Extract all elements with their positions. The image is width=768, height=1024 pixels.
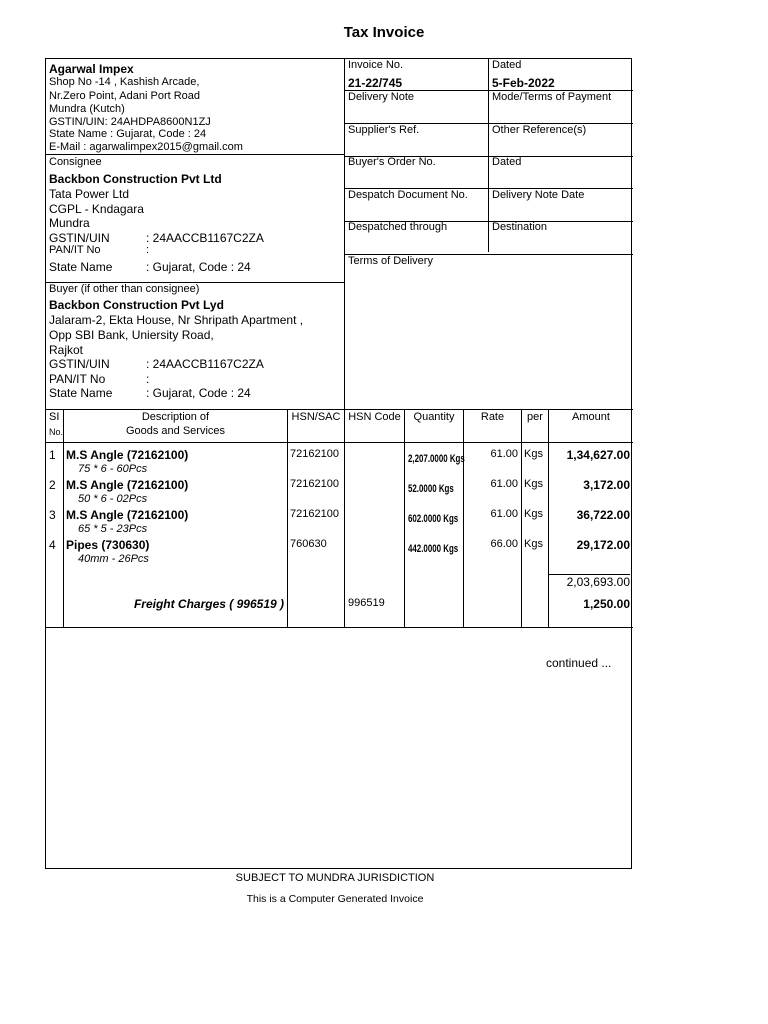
item-amount: 1,34,627.00 <box>566 448 630 462</box>
item-qty: 52.0000 Kgs <box>408 483 454 495</box>
item-qty: 602.0000 Kgs <box>408 513 459 525</box>
destination-label: Destination <box>492 221 548 233</box>
seller-email: E-Mail : agarwalimpex2015@gmail.com <box>49 141 243 153</box>
continued-text: continued ... <box>546 656 612 670</box>
buyer-heading: Buyer (if other than consignee) <box>49 283 200 295</box>
buyer-gstin-label: GSTIN/UIN <box>49 357 110 371</box>
header-amount: Amount <box>572 411 610 423</box>
item-name: M.S Angle (72162100) <box>66 508 189 522</box>
item-hsn: 72162100 <box>290 478 339 490</box>
item-name: M.S Angle (72162100) <box>66 448 189 462</box>
header-per: per <box>527 411 543 423</box>
item-sub: 40mm - 26Pcs <box>78 553 149 565</box>
dated-label: Dated <box>492 59 522 71</box>
invoice-date: 5-Feb-2022 <box>492 76 555 90</box>
delivery-note-date-label: Delivery Note Date <box>492 189 585 201</box>
buyer-gstin-value: : 24AACCB1167C2ZA <box>146 357 264 371</box>
order-dated-label: Dated <box>492 156 522 168</box>
item-sl: 4 <box>49 538 56 552</box>
supplier-ref-label: Supplier's Ref. <box>348 124 420 136</box>
buyer-name: Backbon Construction Pvt Lyd <box>49 298 224 312</box>
invoice-no-label: Invoice No. <box>348 59 404 71</box>
item-amount: 29,172.00 <box>576 538 630 552</box>
consignee-heading: Consignee <box>49 156 102 168</box>
seller-address-line: Mundra (Kutch) <box>49 103 125 115</box>
computer-generated-text: This is a Computer Generated Invoice <box>246 893 424 905</box>
buyer-address-line: Jalaram-2, Ekta House, Nr Shripath Apartment , <box>49 313 304 327</box>
buyer-state-value: : Gujarat, Code : 24 <box>146 386 251 400</box>
buyer-address-line: Opp SBI Bank, Uniersity Road, <box>49 328 214 342</box>
header-sl: SI <box>49 411 60 423</box>
item-qty: 2,207.0000 Kgs <box>408 453 465 465</box>
subtotal-amount: 2,03,693.00 <box>566 575 630 589</box>
buyer-pan-label: PAN/IT No <box>49 372 106 386</box>
item-rate: 66.00 <box>490 538 518 550</box>
item-sl: 3 <box>49 508 56 522</box>
consignee-state-label: State Name <box>49 260 113 274</box>
consignee-address-line: Tata Power Ltd <box>49 187 130 201</box>
consignee-pan-value: : <box>146 244 150 256</box>
seller-address-line: Nr.Zero Point, Adani Port Road <box>49 90 201 102</box>
item-rate: 61.00 <box>490 478 518 490</box>
item-per: Kgs <box>524 538 543 550</box>
seller-address-line: Shop No -14 , Kashish Arcade, <box>49 76 200 88</box>
item-rate: 61.00 <box>490 508 518 520</box>
item-hsn: 760630 <box>290 538 327 550</box>
despatch-doc-label: Despatch Document No. <box>348 189 468 201</box>
buyer-pan-value: : <box>146 372 150 386</box>
header-description: Description of <box>141 411 210 423</box>
item-sub: 65 * 5 - 23Pcs <box>78 523 148 535</box>
freight-label: Freight Charges ( 996519 ) <box>133 597 284 611</box>
invoice-no: 21-22/745 <box>348 76 403 90</box>
consignee-gstin-value: : 24AACCB1167C2ZA <box>146 231 264 245</box>
item-name: M.S Angle (72162100) <box>66 478 189 492</box>
header-quantity: Quantity <box>413 411 455 423</box>
item-sl: 1 <box>49 448 56 462</box>
item-per: Kgs <box>524 508 543 520</box>
header-sl-no: No. <box>49 427 64 437</box>
item-sub: 75 * 6 - 60Pcs <box>78 463 148 475</box>
item-hsn: 72162100 <box>290 448 339 460</box>
header-description-2: Goods and Services <box>125 425 226 437</box>
invoice-frame <box>45 58 632 869</box>
freight-hsn-code: 996519 <box>348 597 385 609</box>
buyer-address-line: Rajkot <box>49 343 84 357</box>
item-sub: 50 * 6 - 02Pcs <box>78 493 148 505</box>
buyer-order-label: Buyer's Order No. <box>348 156 436 168</box>
item-sl: 2 <box>49 478 56 492</box>
item-amount: 3,172.00 <box>583 478 630 492</box>
item-hsn: 72162100 <box>290 508 339 520</box>
invoice-title: Tax Invoice <box>343 24 425 41</box>
item-name: Pipes (730630) <box>66 538 150 552</box>
buyer-state-label: State Name <box>49 386 113 400</box>
terms-delivery-label: Terms of Delivery <box>348 255 433 267</box>
despatched-through-label: Despatched through <box>348 221 448 233</box>
other-ref-label: Other Reference(s) <box>492 124 587 136</box>
mode-terms-label: Mode/Terms of Payment <box>492 91 612 103</box>
freight-amount: 1,250.00 <box>583 597 630 611</box>
item-per: Kgs <box>524 448 543 460</box>
jurisdiction-text: SUBJECT TO MUNDRA JURISDICTION <box>235 872 435 884</box>
seller-gstin: GSTIN/UIN: 24AHDPA8600N1ZJ <box>49 116 211 128</box>
delivery-note-label: Delivery Note <box>348 91 415 103</box>
item-qty: 442.0000 Kgs <box>408 543 459 555</box>
item-rate: 61.00 <box>490 448 518 460</box>
header-rate: Rate <box>480 411 505 423</box>
consignee-address-line: CGPL - Kndagara <box>49 202 144 216</box>
consignee-pan-label: PAN/IT No <box>49 244 101 256</box>
header-hsn-code: HSN Code <box>348 411 401 423</box>
item-per: Kgs <box>524 478 543 490</box>
consignee-name: Backbon Construction Pvt Ltd <box>49 172 222 186</box>
consignee-address-line: Mundra <box>49 216 90 230</box>
seller-name: Agarwal Impex <box>49 62 134 76</box>
consignee-gstin-label: GSTIN/UIN <box>49 231 110 245</box>
seller-state: State Name : Gujarat, Code : 24 <box>49 128 207 140</box>
item-amount: 36,722.00 <box>576 508 630 522</box>
header-hsn-sac: HSN/SAC <box>291 411 341 423</box>
consignee-state-value: : Gujarat, Code : 24 <box>146 260 251 274</box>
